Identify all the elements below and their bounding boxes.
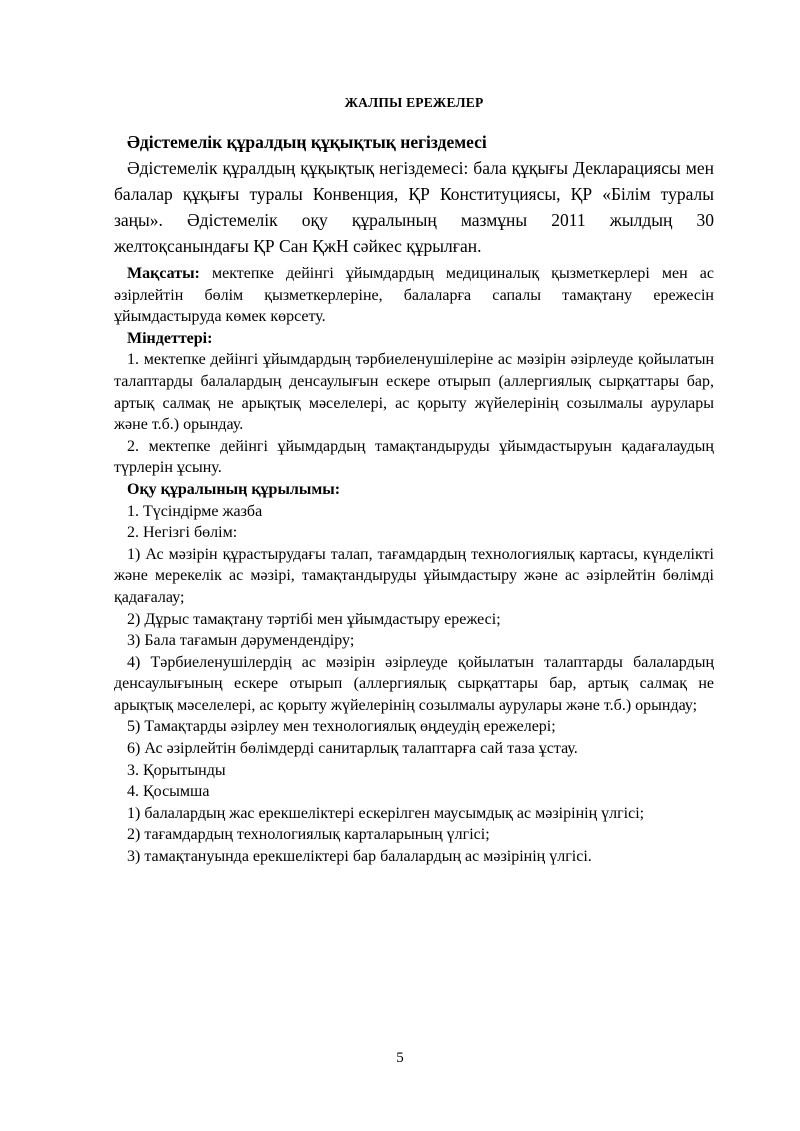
legal-basis-paragraph: Әдістемелік құралдың құқықтық негіздемесі: бала құқығы Декларациясы мен балалар құқығы туралы Конвенция, ҚР Конституциясы, ҚР «Білім туралы заңы». Әдістемелік оқу құралының мазмұны 2011 жылдың 30 желтоқсанындағы ҚР Сан ҚжН сәйкес құрылған. [114, 158, 714, 256]
structure-item: 1. Түсіндірме жазба [127, 502, 263, 520]
goal-label: Мақсаты: [127, 265, 200, 282]
structure-item: 6) Ас әзірлейтін бөлімдерді санитарлық талаптарға сай таза ұстау. [127, 740, 578, 758]
structure-item: 4. Қосымша [127, 783, 210, 801]
main-section [114, 263, 714, 868]
page-number: 5 [396, 1050, 404, 1066]
legal-basis-heading: Әдістемелік құралдың құқықтық негіздемесі [127, 132, 487, 152]
structure-heading: Оқу құралының құрылымы: [127, 480, 341, 498]
task-item: 1. мектепке дейінгі ұйымдардың тәрбиеленушілеріне ас мәзірін әзірлеуде қойылатын талаптарды балалардың денсаулығын ескере отырып (аллергиялық сырқаттары бар, артық салмақ не арықтық мәселелері, ас қорыту жүйелерінің созылмалы аурулары және т.б.) орындау. [114, 351, 714, 434]
structure-item: 4) Тәрбиеленушілердің ас мәзірін әзірлеуде қойылатын талаптарды балалардың денсаулығының ескере отырып (аллергиялық сырқаттары бар, артық салмақ не арықтық мәселелері, ас қорыту жүйелерінің созылмалы аурулары және т.б.) орындау; [114, 653, 714, 714]
page-title: ЖАЛПЫ ЕРЕЖЕЛЕР [344, 95, 484, 110]
goal-text: мектепке дейінгі ұйымдардың медициналық қызметкерлері мен ас әзірлейтін бөлім қызметкерлеріне, балаларға сапалы тамақтану ережесін ұйымдастыруда көмек көрсету. [114, 265, 714, 326]
structure-item: 3. Қорытынды [127, 761, 226, 779]
structure-item: 2) Дұрыс тамақтану тәртібі мен ұйымдастыру ережесі; [127, 610, 501, 628]
goal-paragraph [114, 263, 714, 328]
task-item: 2. мектепке дейінгі ұйымдардың тамақтандыруды ұйымдастыруын қадағалаудың түрлерін ұсыну. [114, 437, 714, 477]
document-content [114, 94, 714, 868]
tasks-heading: Міндеттері: [127, 329, 213, 347]
structure-item: 2) тағамдардың технологиялық карталарының үлгісі; [127, 826, 490, 844]
structure-item: 2. Негізгі бөлім: [127, 524, 238, 542]
structure-item: 1) балалардың жас ерекшеліктері ескерілген маусымдық ас мәзірінің үлгісі; [127, 804, 645, 822]
structure-item: 3) Бала тағамын дәрумендендіру; [127, 632, 355, 650]
structure-item: 1) Ас мәзірін құрастырудағы талап, тағамдардың технологиялық картасы, күнделікті және мерекелік ас мәзірі, тамақтандыруды ұйымдастыру және ас әзірлейтін бөлімді қадағалау; [114, 545, 714, 606]
structure-item: 3) тамақтануында ерекшеліктері бар балалардың ас мәзірінің үлгісі. [127, 848, 592, 866]
legal-basis-section [114, 129, 714, 259]
structure-item: 5) Тамақтарды әзірлеу мен технологиялық өңдеудің ережелері; [127, 718, 556, 736]
